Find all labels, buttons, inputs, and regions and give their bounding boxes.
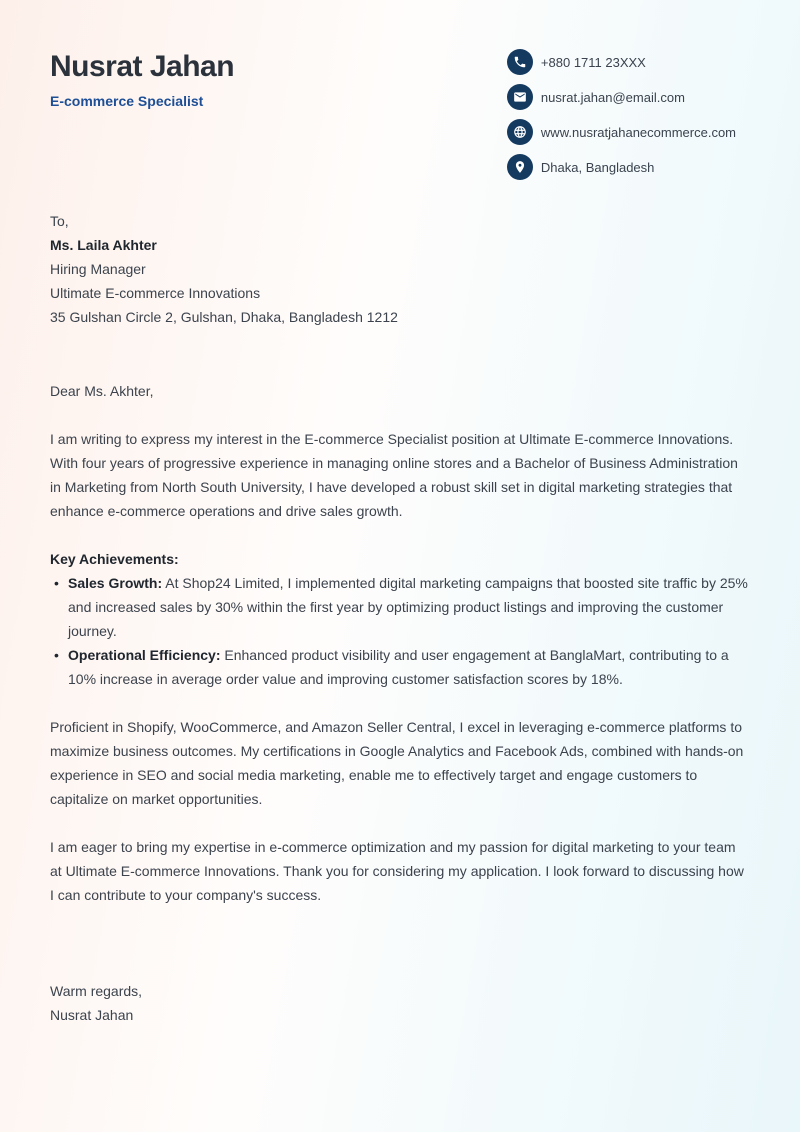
contact-location: Dhaka, Bangladesh [540, 159, 655, 175]
greeting: Dear Ms. Akhter, [50, 383, 154, 399]
achievement-label: Sales Growth: [68, 575, 163, 591]
contact-email: nusrat.jahan@email.com [540, 89, 685, 105]
header [50, 50, 750, 180]
recipient-role: Hiring Manager [50, 261, 146, 277]
contact-row-email [507, 84, 736, 110]
achievement-text: At Shop24 Limited, I implemented digital marketing campaigns that boosted site traffic by 25% and increased sales by 30% within the first year by optimizing product listings and improving the customer journey. [68, 575, 748, 639]
achievement-text: Enhanced product visibility and user engagement at BanglaMart, contributing to a 10% increase in average order value and improving customer satisfaction scores by 18%. [68, 647, 729, 687]
achievements-heading: Key Achievements: [50, 551, 179, 567]
contact-website: www.nusratjahanecommerce.com [540, 124, 736, 140]
phone-icon [507, 49, 533, 75]
person-name: Nusrat Jahan [50, 50, 235, 83]
list-item [50, 643, 750, 691]
paragraph-skills: Proficient in Shopify, WooCommerce, and Amazon Seller Central, I excel in leveraging e-commerce platforms to maximize business outcomes. My certifications in Google Analytics and Facebook Ads, combined with hands-on experience in SEO and social media marketing, enable me to effectively target and engage customers to capitalize on market opportunities. [50, 719, 744, 807]
recipient-company: Ultimate E-commerce Innovations [50, 285, 261, 301]
recipient-block [50, 209, 750, 329]
paragraph-closing: I am eager to bring my expertise in e-commerce optimization and my passion for digital marketing to your team at Ultimate E-commerce Innovations. Thank you for considering my application. I look forward to discussing how I can contribute to your company's success. [50, 839, 744, 903]
paragraph-intro: I am writing to express my interest in the E-commerce Specialist position at Ultimate E-commerce Innovations. With four years of progressive experience in managing online stores and a Bachelor of Business Administration in Marketing from North South University, I have developed a robust skill set in digital marketing strategies that enhance e-commerce operations and drive sales growth. [50, 431, 738, 519]
contact-row-phone [507, 49, 736, 75]
contact-list [507, 49, 736, 180]
signoff-block [50, 979, 750, 1027]
location-icon [507, 154, 533, 180]
contact-row-location [507, 154, 736, 180]
globe-icon [507, 119, 533, 145]
letter-body [50, 379, 750, 1027]
header-identity [50, 50, 234, 109]
signature: Nusrat Jahan [50, 1007, 134, 1023]
person-job-title: E-commerce Specialist [50, 93, 204, 109]
achievement-label: Operational Efficiency: [68, 647, 221, 663]
recipient-prefix: To, [50, 213, 69, 229]
achievements-list [50, 571, 750, 691]
recipient-name: Ms. Laila Akhter [50, 237, 157, 253]
recipient-address: 35 Gulshan Circle 2, Gulshan, Dhaka, Bangladesh 1212 [50, 309, 398, 325]
email-icon [507, 84, 533, 110]
contact-row-website [507, 119, 736, 145]
contact-phone: +880 1711 23XXX [540, 54, 646, 70]
signoff: Warm regards, [50, 983, 143, 999]
list-item [50, 571, 750, 643]
